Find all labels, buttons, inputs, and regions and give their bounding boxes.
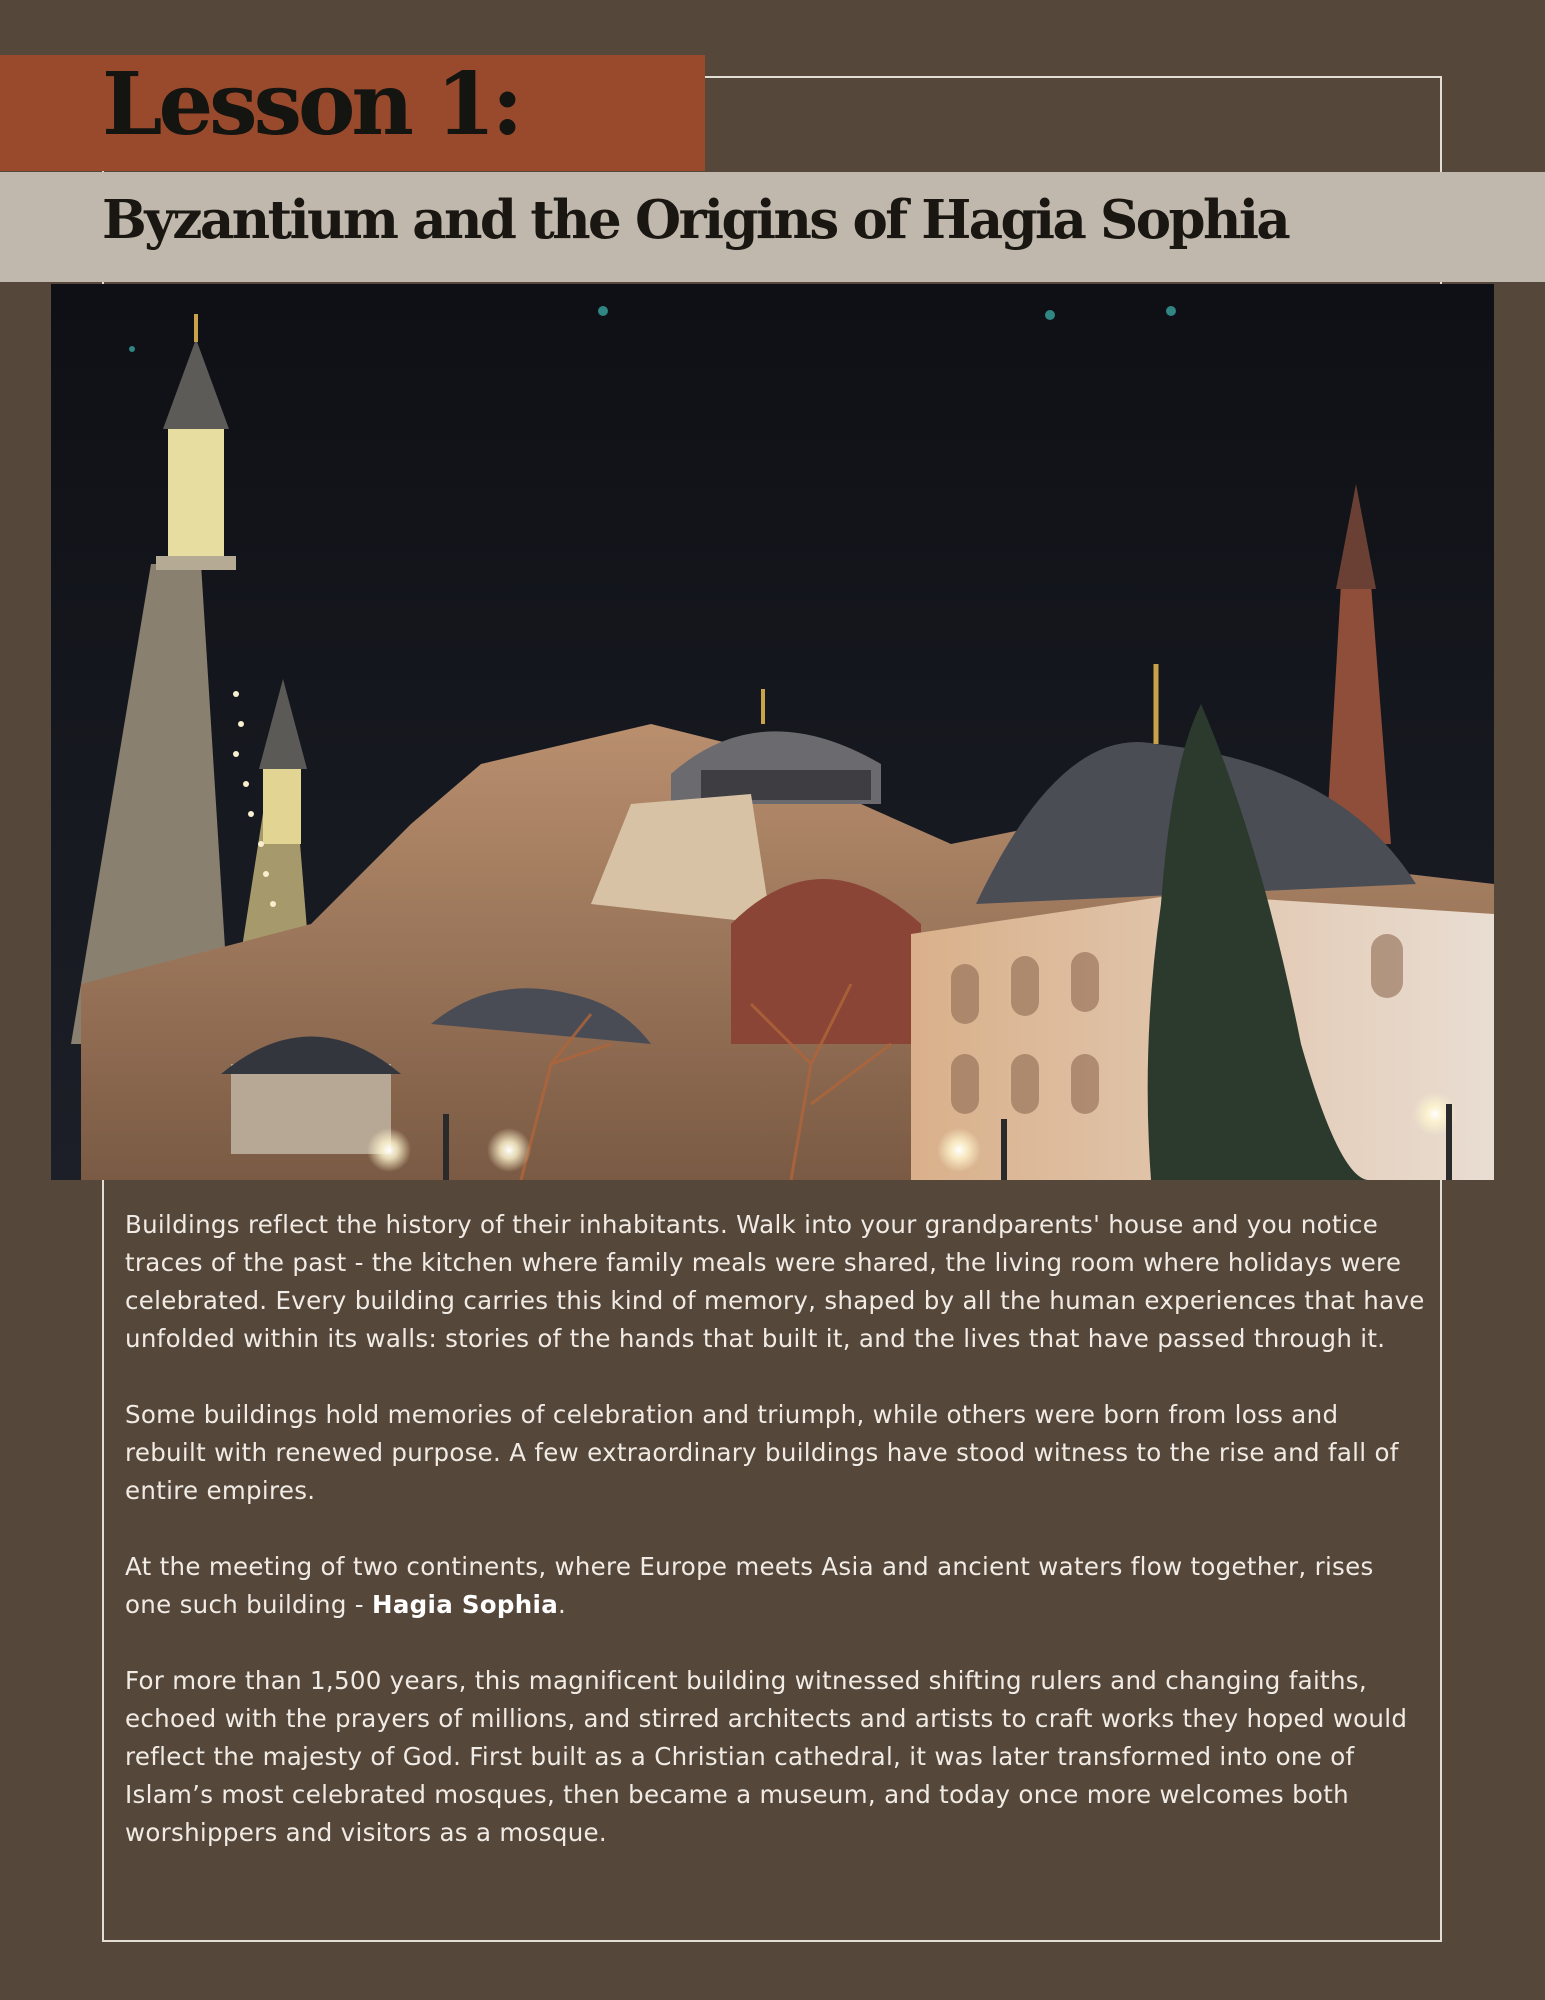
paragraph-2: Some buildings hold memories of celebration and triumph, while others were born from loss and rebuilt with renewed purpose. A few extraordinary buildings have stood witness to the rise and fall of entire empires. bbox=[125, 1400, 1399, 1505]
body-text bbox=[125, 1206, 1425, 1890]
hagia-sophia-photo bbox=[51, 284, 1494, 1180]
hagia-sophia-emphasis: Hagia Sophia bbox=[372, 1590, 559, 1619]
paragraph-1: Buildings reflect the history of their inhabitants. Walk into your grandparents' house and you notice traces of the past - the kitchen where family meals were shared, the living room where holidays were celebrated. Every building carries this kind of memory, shaped by all the human experiences that have unfolded within its walls: stories of the hands that built it, and the lives that have passed through it. bbox=[125, 1210, 1425, 1353]
paragraph-4: For more than 1,500 years, this magnificent building witnessed shifting rulers and changing faiths, echoed with the prayers of millions, and stirred architects and artists to craft works they hoped would reflect the majesty of God. First built as a Christian cathedral, it was later transformed into one of Islam’s most celebrated mosques, then became a museum, and today once more welcomes both worshippers and visitors as a mosque. bbox=[125, 1666, 1408, 1847]
paragraph-3: At the meeting of two continents, where Europe meets Asia and ancient waters flow together, rises one such building - Hagia Sophia. bbox=[125, 1552, 1374, 1619]
page-title: Byzantium and the Origins of Hagia Sophia bbox=[102, 189, 1289, 251]
lesson-label: Lesson 1: bbox=[102, 54, 520, 155]
hagia-sophia-illustration bbox=[51, 284, 1494, 1180]
